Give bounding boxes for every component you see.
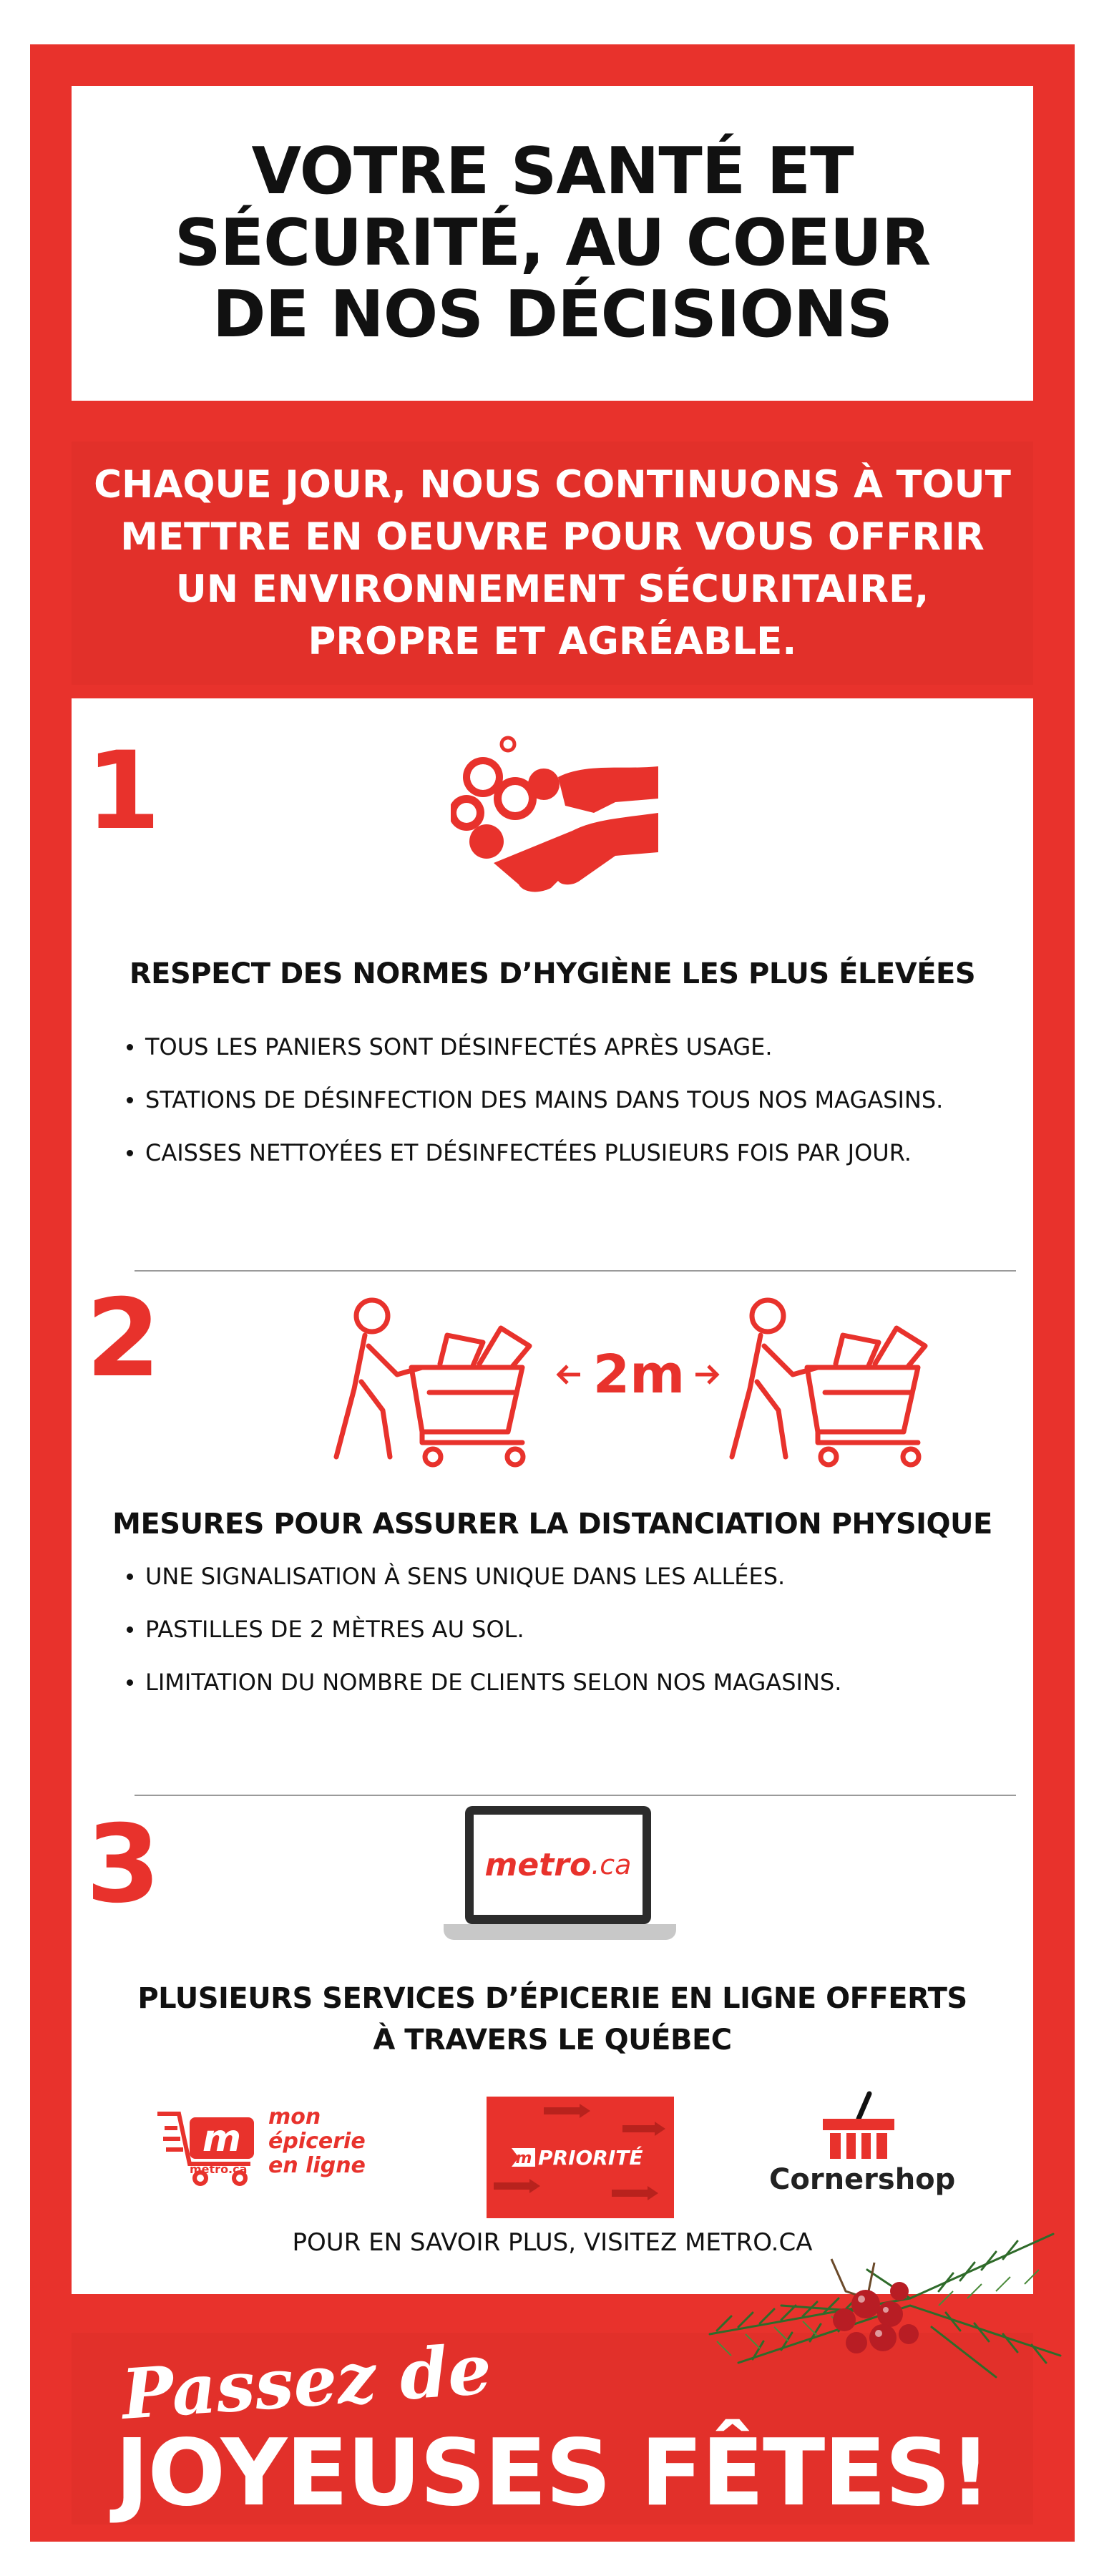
divider bbox=[135, 1270, 1016, 1272]
section-number: 2 bbox=[86, 1277, 161, 1401]
basket-icon bbox=[819, 2090, 898, 2162]
shopper-cart-icon bbox=[721, 1296, 950, 1468]
title-line: SÉCURITÉ, AU COEUR bbox=[174, 205, 931, 280]
cornershop-text: Cornershop bbox=[769, 2163, 956, 2196]
heading-line: À TRAVERS LE QUÉBEC bbox=[373, 2024, 732, 2057]
shopper-cart-icon bbox=[326, 1296, 555, 1468]
svg-text:m: m bbox=[515, 2150, 532, 2167]
intro-text bbox=[94, 459, 1011, 668]
cornershop-logo bbox=[769, 2090, 955, 2197]
svg-text:m: m bbox=[202, 2117, 242, 2160]
intro-banner bbox=[72, 441, 1033, 685]
distance-label: 2m bbox=[592, 1344, 685, 1405]
cart-logo-icon bbox=[150, 2099, 265, 2192]
intro-line: CHAQUE JOUR, NOUS CONTINUONS À TOUT bbox=[94, 463, 1011, 507]
holiday-script-text: Passez de bbox=[119, 2328, 494, 2435]
poster-frame bbox=[30, 44, 1075, 2542]
divider bbox=[135, 1795, 1016, 1796]
list-item: CAISSES NETTOYÉES ET DÉSINFECTÉES PLUSIEURS FOIS PAR JOUR. bbox=[125, 1126, 943, 1179]
section-number: 1 bbox=[86, 729, 161, 854]
bullet-list bbox=[125, 1020, 943, 1179]
list-item: LIMITATION DU NOMBRE DE CLIENTS SELON NOS MAGASINS. bbox=[125, 1656, 841, 1709]
laptop-base bbox=[444, 1924, 676, 1940]
holiday-main-text: JOYEUSES FÊTES! bbox=[114, 2420, 990, 2527]
title-box bbox=[72, 86, 1033, 401]
section-heading: MESURES POUR ASSURER LA DISTANCIATION PHYSIQUE bbox=[112, 1508, 992, 1541]
laptop-screen bbox=[474, 1815, 643, 1915]
intro-line: UN ENVIRONNEMENT SÉCURITAIRE, bbox=[175, 567, 929, 611]
epicerie-line: épicerie bbox=[268, 2129, 366, 2154]
section-number: 3 bbox=[86, 1802, 161, 1927]
footnote: POUR EN SAVOIR PLUS, VISITEZ METRO.CA bbox=[292, 2228, 813, 2257]
epicerie-line: mon bbox=[268, 2104, 321, 2129]
arrow-right-icon bbox=[693, 1360, 721, 1389]
page-title bbox=[175, 136, 930, 351]
list-item: PASTILLES DE 2 MÈTRES AU SOL. bbox=[125, 1603, 841, 1656]
laptop-brand-suffix: .ca bbox=[591, 1849, 632, 1880]
laptop-brand: metro bbox=[484, 1846, 592, 1883]
priorite-text: PRIORITÉ bbox=[538, 2146, 643, 2170]
epicerie-en-ligne-logo bbox=[150, 2099, 408, 2192]
heading-line: PLUSIEURS SERVICES D’ÉPICERIE EN LIGNE OFFERTS bbox=[137, 1982, 967, 2015]
holly-decoration-icon bbox=[695, 2191, 1075, 2391]
list-item: STATIONS DE DÉSINFECTION DES MAINS DANS TOUS NOS MAGASINS. bbox=[125, 1073, 943, 1126]
epicerie-badge: metro.ca bbox=[190, 2162, 248, 2176]
arrow-left-icon bbox=[555, 1360, 583, 1389]
title-line: DE NOS DÉCISIONS bbox=[212, 277, 893, 352]
intro-line: METTRE EN OEUVRE POUR VOUS OFFRIR bbox=[120, 515, 985, 559]
laptop-icon bbox=[444, 1806, 676, 1956]
epicerie-logo-text bbox=[268, 2105, 366, 2178]
bullet-list bbox=[125, 1550, 841, 1709]
hand-washing-icon bbox=[451, 734, 665, 899]
info-panel bbox=[72, 698, 1033, 2294]
section-heading bbox=[72, 1978, 1033, 2061]
list-item: UNE SIGNALISATION À SENS UNIQUE DANS LES ALLÉES. bbox=[125, 1550, 841, 1603]
section-heading: RESPECT DES NORMES D’HYGIÈNE LES PLUS ÉLEVÉES bbox=[129, 957, 976, 990]
laptop-screen-frame bbox=[465, 1806, 651, 1924]
title-line: VOTRE SANTÉ ET bbox=[251, 134, 854, 209]
list-item: TOUS LES PANIERS SONT DÉSINFECTÉS APRÈS USAGE. bbox=[125, 1020, 943, 1073]
intro-line: PROPRE ET AGRÉABLE. bbox=[308, 620, 797, 663]
priorite-logo bbox=[487, 2097, 674, 2218]
epicerie-line: en ligne bbox=[268, 2153, 366, 2178]
